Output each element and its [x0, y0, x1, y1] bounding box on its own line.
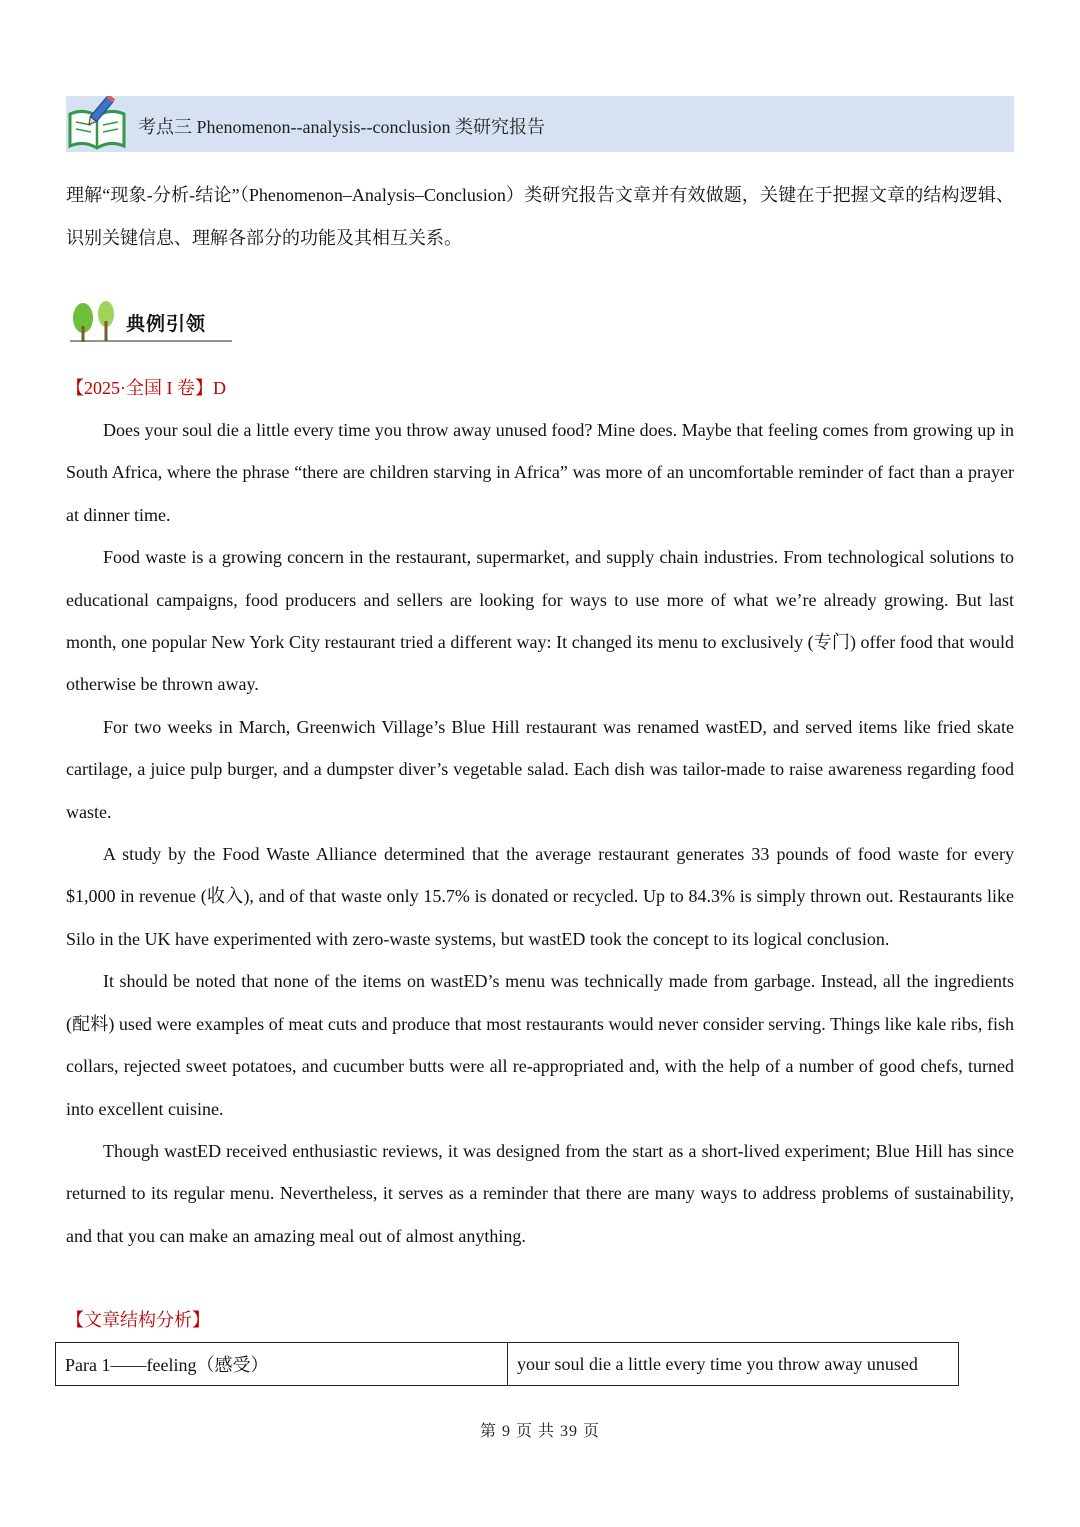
- source-tag: 【2025·全国 I 卷】D: [66, 378, 226, 398]
- section-banner: [66, 96, 1014, 152]
- structure-table: [55, 1342, 959, 1386]
- article-paragraph: Food waste is a growing concern in the restaurant, supermarket, and supply chain industries. From technological solutions to educational campaigns, food producers and sellers are looking for ways to use more of what we’re already growing. But last month, one popular New York City restaurant tried a different way: It changed its menu to exclusively (专门) offer food that would otherwise be thrown away.: [66, 547, 1014, 695]
- article-paragraph: It should be noted that none of the items on wastED’s menu was technically made from garbage. Instead, all the ingredients (配料) used were examples of meat cuts and produce that most restaurants would never consider serving. Things like kale ribs, fish collars, rejected sweet potatoes, and cucumber butts were all re-appropriated and, with the help of a number of good chefs, turned into excellent cuisine.: [66, 971, 1014, 1119]
- article-paragraph: Does your soul die a little every time you throw away unused food? Mine does. Maybe that feeling comes from growing up in South Africa, where the phrase “there are children starving in Africa” was more of an uncomfortable reminder of fact than a prayer at dinner time.: [66, 420, 1014, 525]
- table-cell-content: your soul die a little every time you throw away unused: [508, 1343, 959, 1386]
- article-paragraph: Though wastED received enthusiastic reviews, it was designed from the start as a short-lived experiment; Blue Hill has since returned to its regular menu. Nevertheless, it serves as a reminder that there are many ways to address problems of sustainability, and that you can make an amazing meal out of almost anything.: [66, 1140, 1014, 1246]
- open-book-pencil-icon: [66, 96, 128, 152]
- article: [66, 409, 1014, 1257]
- section-title: 考点三 Phenomenon--analysis--conclusion 类研究报告: [138, 117, 545, 137]
- example-header-label: 典例引领: [126, 313, 207, 335]
- page-number: 第 9 页 共 39 页: [479, 1423, 600, 1440]
- table-cell-part: Para 1——feeling（感受）: [56, 1343, 508, 1386]
- example-header: [66, 296, 236, 346]
- intro-paragraph: 理解“现象-分析-结论”（Phenomenon–Analysis–Conclusion）类研究报告文章并有效做题，关键在于把握文章的结构逻辑、识别关键信息、理解各部分的功能及其相互关系。: [66, 185, 1014, 248]
- table-row: [56, 1343, 959, 1386]
- article-paragraph: For two weeks in March, Greenwich Village’s Blue Hill restaurant was renamed wastED, and served items like fried skate cartilage, a juice pulp burger, and a dumpster diver’s vegetable salad. Each dish was tailor-made to raise awareness regarding food waste.: [66, 716, 1014, 822]
- article-paragraph: A study by the Food Waste Alliance determined that the average restaurant generates 33 pounds of food waste for every $1,000 in revenue (收入), and of that waste only 15.7% is donated or recycled. Up to 84.3% is simply thrown out. Restaurants like Silo in the UK have experimented with zero-waste systems, but wastED took the concept to its logical conclusion.: [66, 844, 1014, 949]
- analysis-title: 【文章结构分析】: [66, 1310, 210, 1330]
